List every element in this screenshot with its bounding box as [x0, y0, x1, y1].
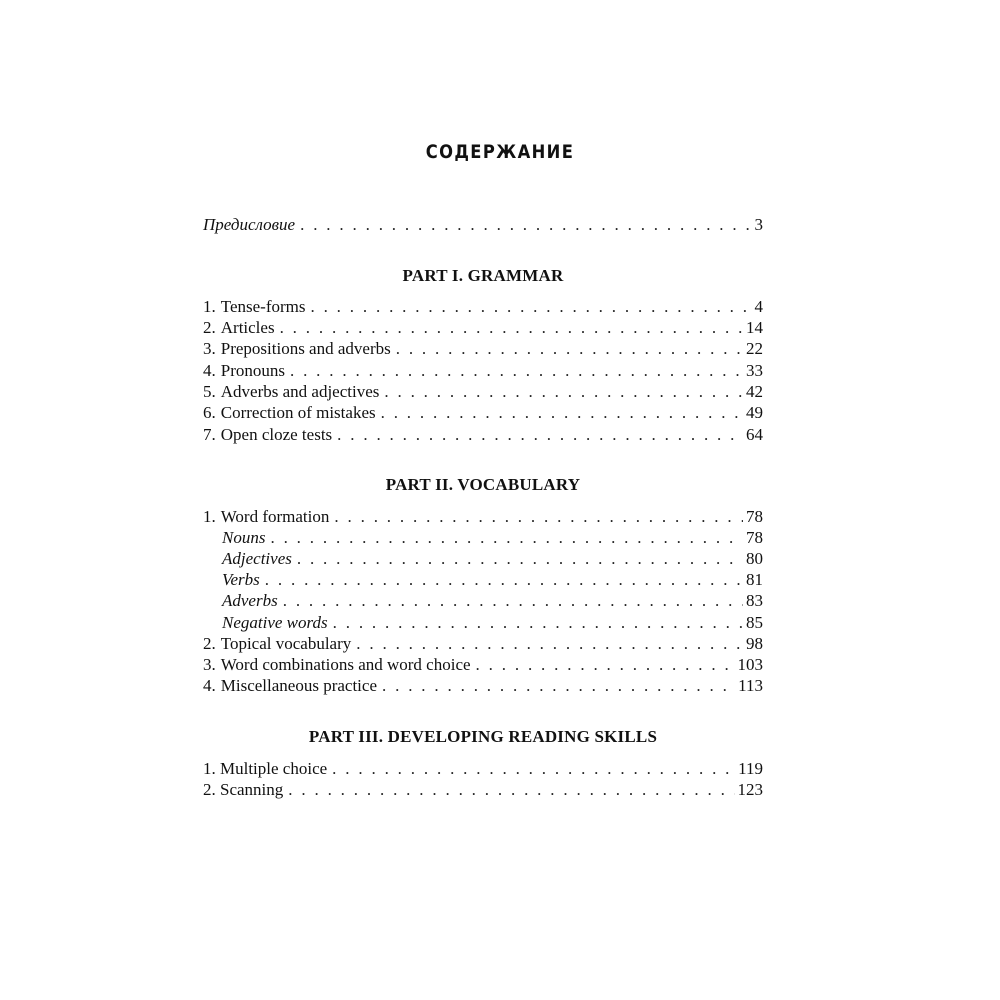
toc-subentry[interactable] [222, 528, 763, 549]
dot-leader [384, 382, 743, 402]
toc-entry[interactable] [203, 297, 763, 318]
toc-entry-page: 80 [746, 549, 763, 568]
dot-leader [290, 361, 743, 381]
toc-entry[interactable] [203, 507, 763, 528]
toc-entry-preface[interactable] [203, 215, 763, 236]
toc-entry-page: 81 [746, 570, 763, 589]
toc-subentry[interactable] [222, 549, 763, 570]
toc-entry-label: Word combinations and word choice [220, 655, 471, 674]
toc-entry-number: 4. [203, 361, 216, 380]
toc-entry-page: 22 [746, 339, 763, 358]
toc-entry-number: 1. [203, 297, 216, 316]
dot-leader [265, 570, 743, 590]
dot-leader [310, 297, 751, 317]
toc-entry-label: Open cloze tests [220, 425, 333, 444]
dot-leader [333, 613, 743, 633]
toc-entry[interactable] [203, 676, 763, 697]
toc-entry-number: 1. [203, 507, 216, 526]
toc-entry-page: 78 [746, 528, 763, 547]
toc-subentry[interactable] [222, 570, 763, 591]
toc-entry-page: 3 [754, 215, 763, 234]
toc-entry-label: Adverbs and adjectives [220, 382, 380, 401]
toc-entry-page: 85 [746, 613, 763, 632]
dot-leader [381, 403, 743, 423]
part-heading: PART III. DEVELOPING READING SKILLS [308, 727, 658, 746]
toc-entry-page: 119 [738, 759, 763, 778]
toc-entry-number: 7. [203, 425, 216, 444]
toc-entry-page: 14 [746, 318, 763, 337]
toc-entry[interactable] [203, 759, 763, 780]
toc-entry-label: Correction of mistakes [220, 403, 376, 422]
dot-leader [396, 339, 743, 359]
dot-leader [332, 759, 735, 779]
toc-entry-page: 42 [746, 382, 763, 401]
toc-entry-page: 78 [746, 507, 763, 526]
toc-entry[interactable] [203, 361, 763, 382]
dot-leader [297, 549, 743, 569]
toc-entry-page: 103 [737, 655, 763, 674]
toc-entry-label: Scanning [220, 780, 284, 799]
toc-entry-label: Topical vocabulary [220, 634, 352, 653]
dot-leader [356, 634, 743, 654]
toc-entry[interactable] [203, 403, 763, 424]
dot-leader [300, 215, 751, 235]
part-heading: PART II. VOCABULARY [385, 475, 581, 494]
toc-entry-label: Miscellaneous practice [220, 676, 377, 695]
toc-entry-label: Pronouns [220, 361, 285, 380]
toc-entry[interactable] [203, 634, 763, 655]
toc-entry-label: Articles [220, 318, 275, 337]
toc-entry-number: 5. [203, 382, 216, 401]
toc-entry-number: 2. [203, 634, 216, 653]
dot-leader [337, 425, 743, 445]
toc-entry-label: Предисловие [203, 215, 296, 234]
toc-entry-label: Adverbs [222, 591, 278, 610]
dot-leader [334, 507, 743, 527]
dot-leader [270, 528, 743, 548]
toc-entry-page: 123 [737, 780, 763, 799]
toc-entry-label: Word formation [220, 507, 330, 526]
toc-entry-label: Multiple choice [220, 759, 328, 778]
toc-subentry[interactable] [222, 613, 763, 634]
toc-entry[interactable] [203, 339, 763, 360]
toc-entry-number: 3. [203, 339, 216, 358]
toc-entry[interactable] [203, 425, 763, 446]
dot-leader [382, 676, 735, 696]
toc-entry-label: 2. [203, 780, 216, 799]
toc-entry-page: 64 [746, 425, 763, 444]
toc-entry-number: 6. [203, 403, 216, 422]
toc-entry-label: Tense-forms [220, 297, 306, 316]
toc-entry-page: 49 [746, 403, 763, 422]
toc-entry[interactable] [203, 655, 763, 676]
part-heading: PART I. GRAMMAR [402, 266, 564, 285]
page-title: СОДЕРЖАНИЕ [425, 141, 575, 163]
toc-entry-label: 1. [203, 759, 216, 778]
toc-entry-page: 83 [746, 591, 763, 610]
toc-entry-label: Nouns [222, 528, 266, 547]
toc-entry-number: 2. [203, 318, 216, 337]
toc-entry[interactable] [203, 382, 763, 403]
toc-entry-label: Negative words [222, 613, 328, 632]
toc-entry-page: 33 [746, 361, 763, 380]
toc-entry[interactable] [203, 318, 763, 339]
toc-entry-page: 113 [738, 676, 763, 695]
toc-entry-page: 98 [746, 634, 763, 653]
dot-leader [280, 318, 743, 338]
dot-leader [476, 655, 735, 675]
dot-leader [288, 780, 734, 800]
toc-entry-label: Prepositions and adverbs [220, 339, 391, 358]
toc-entry[interactable] [203, 780, 763, 801]
toc-entry-number: 4. [203, 676, 216, 695]
toc-entry-label: Verbs [222, 570, 260, 589]
toc-entry-number: 3. [203, 655, 216, 674]
toc-entry-label: Adjectives [222, 549, 292, 568]
dot-leader [283, 591, 743, 611]
toc-entry-page: 4 [754, 297, 763, 316]
toc-subentry[interactable] [222, 591, 763, 612]
